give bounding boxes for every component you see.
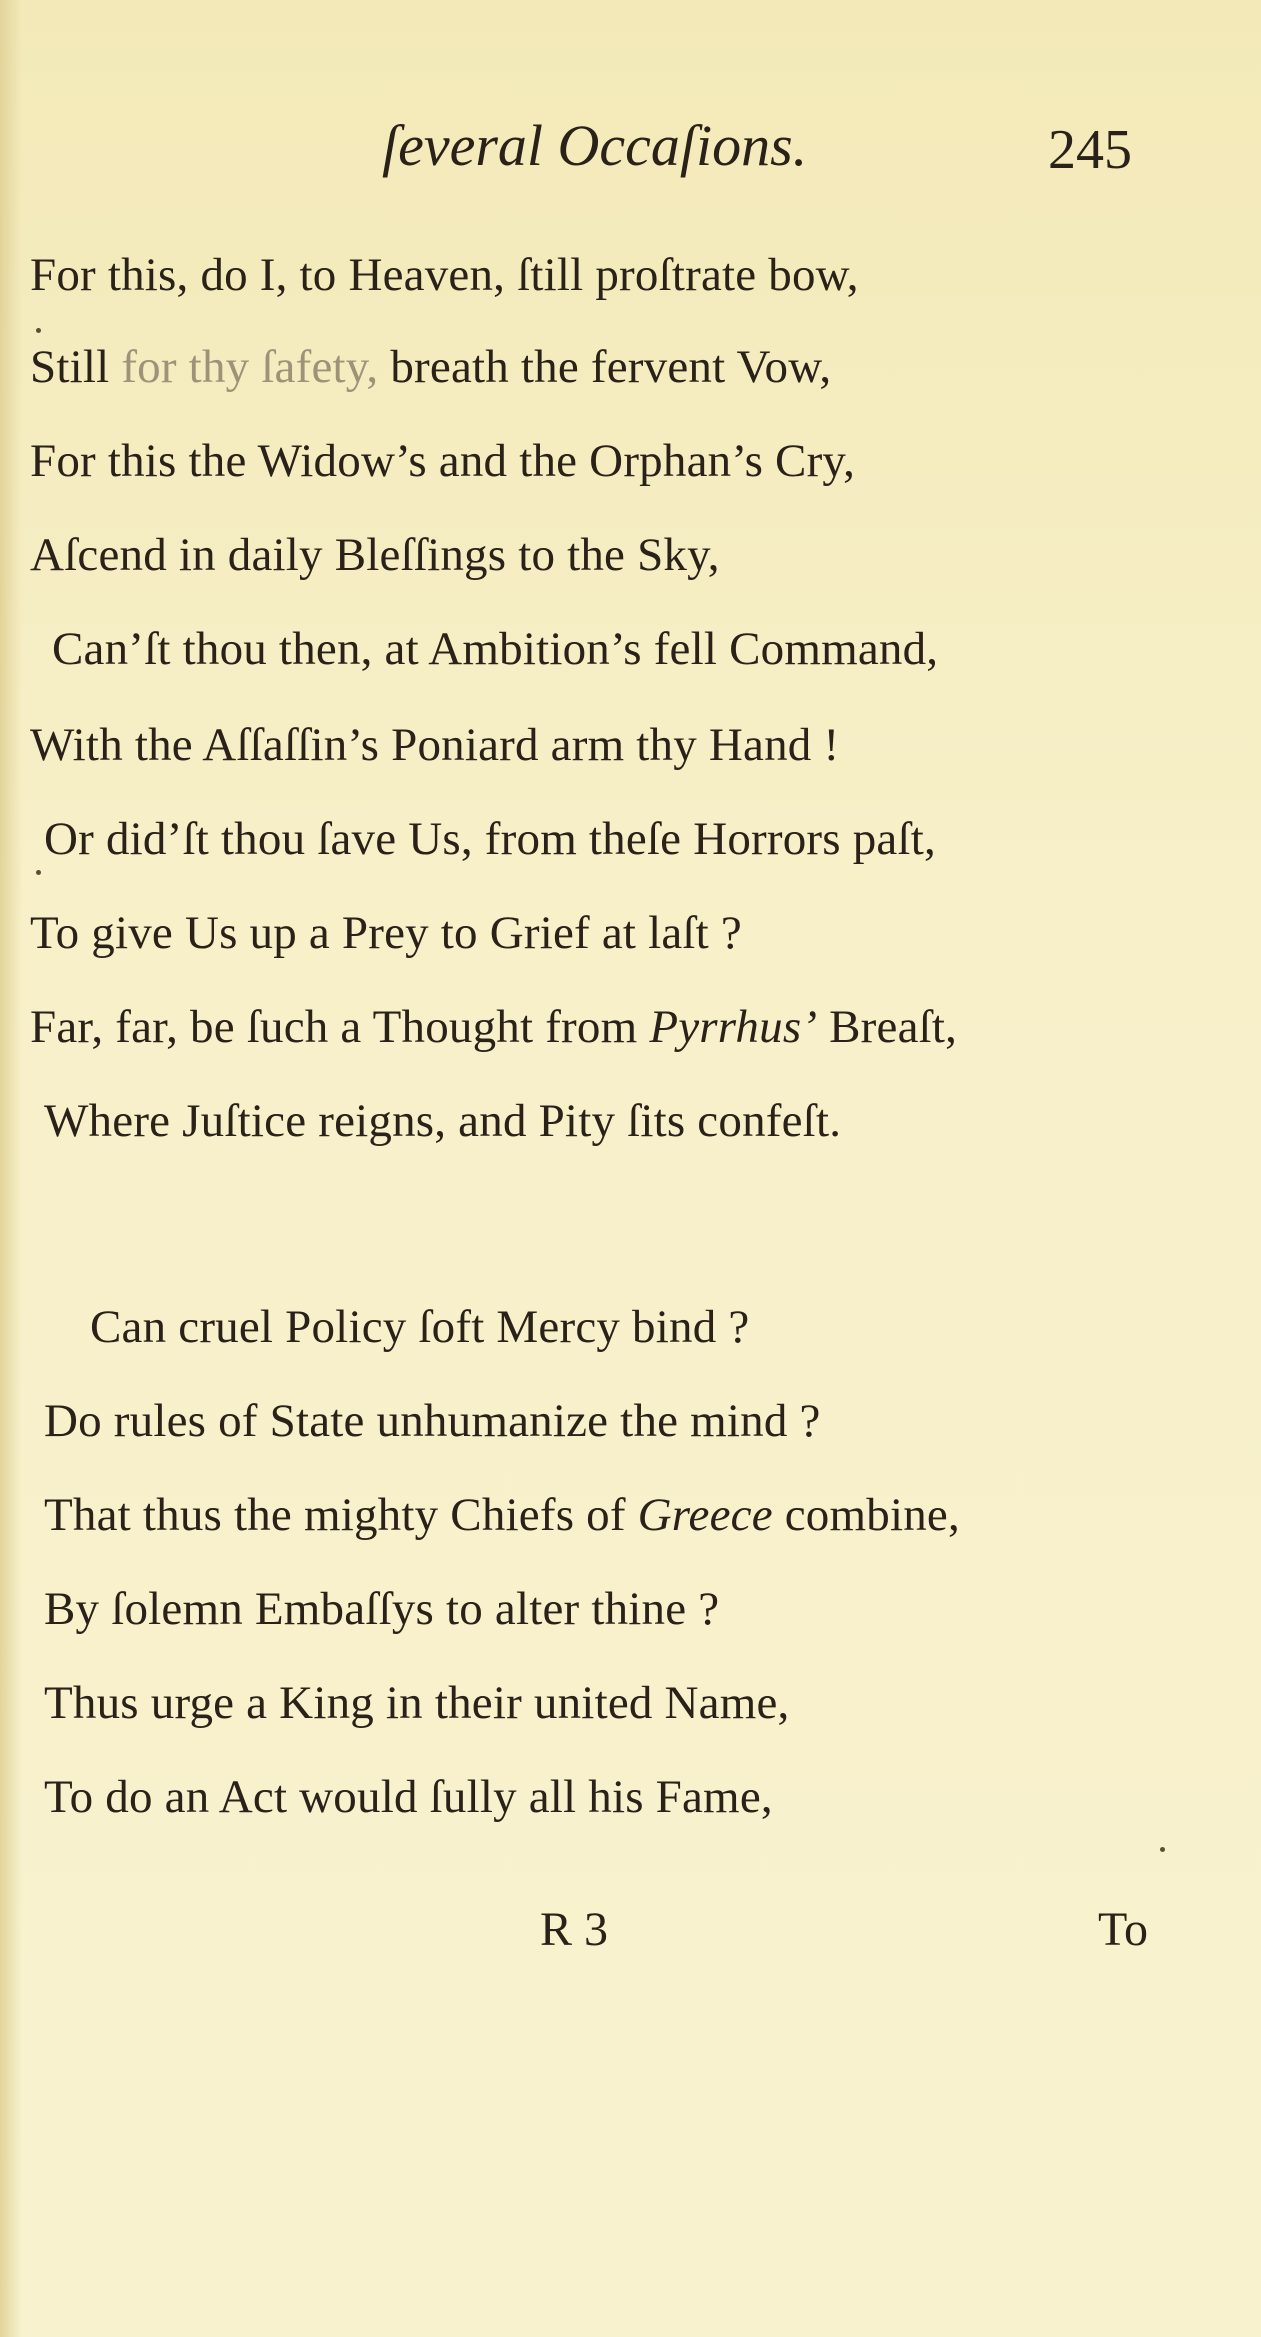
page-number: 245 — [1048, 119, 1132, 181]
verse-line: Can cruel Policy ſoft Mercy bind ? — [90, 1301, 750, 1353]
catchword: To — [1098, 1903, 1148, 1956]
verse-line: That thus the mighty Chiefs of Greece combine, — [44, 1489, 960, 1541]
running-head: ſeveral Occaſions. — [382, 113, 808, 178]
verse-line: For this, do I, to Heaven, ſtill proſtrate bow, — [30, 249, 859, 301]
verse-line: Thus urge a King in their united Name, — [44, 1677, 790, 1729]
verse-line: Still for thy ſafety, breath the fervent Vow, — [30, 341, 832, 393]
verse-line: Or did’ſt thou ſave Us, from theſe Horrors paſt, — [44, 813, 936, 865]
ink-speck — [36, 328, 41, 333]
verse-line: Far, far, be ſuch a Thought from Pyrrhus’ Breaſt, — [30, 1001, 958, 1053]
verse-line: To do an Act would ſully all his Fame, — [44, 1771, 773, 1823]
verse-line: Aſcend in daily Bleſſings to the Sky, — [30, 529, 720, 581]
verse-line: To give Us up a Prey to Grief at laſt ? — [30, 907, 742, 959]
verse-line: Do rules of State unhumanize the mind ? — [44, 1395, 821, 1447]
verse-line: With the Aſſaſſin’s Poniard arm thy Hand ! — [30, 719, 840, 771]
signature-mark: R 3 — [540, 1903, 609, 1956]
verse-line: By ſolemn Embaſſys to alter thine ? — [44, 1583, 720, 1635]
verse-line: For this the Widow’s and the Orphan’s Cry, — [30, 435, 856, 487]
verse-line: Can’ſt thou then, at Ambition’s fell Command, — [52, 623, 939, 675]
page-edge-shadow — [0, 0, 22, 2337]
ink-speck — [36, 870, 41, 875]
verse-line: Where Juſtice reigns, and Pity ſits confeſt. — [44, 1095, 842, 1147]
ink-speck — [1160, 1847, 1165, 1852]
